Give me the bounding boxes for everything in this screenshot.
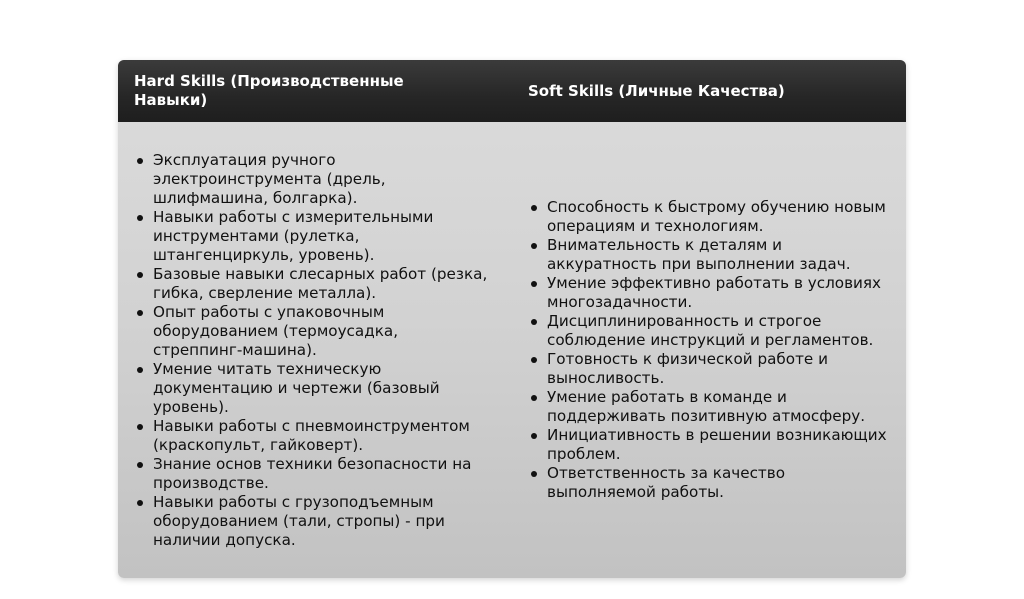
list-item: Дисциплинированность и строгое соблюдение инструкций и регламентов. — [528, 312, 888, 350]
list-item: Умение работать в команде и поддерживать позитивную атмосферу. — [528, 388, 888, 426]
list-item: Ответственность за качество выполняемой работы. — [528, 464, 888, 502]
table-body — [118, 122, 906, 578]
list-item: Инициативность в решении возникающих проблем. — [528, 426, 888, 464]
table-header — [118, 60, 906, 122]
list-item: Способность к быстрому обучению новым операциям и технологиям. — [528, 198, 888, 236]
list-item: Навыки работы с измерительными инструментами (рулетка, штангенциркуль, уровень). — [134, 208, 492, 265]
list-item: Знание основ техники безопасности на производстве. — [134, 455, 492, 493]
soft-skills-cell — [512, 122, 906, 578]
list-item: Опыт работы с упаковочным оборудованием (термоусадка, стреппинг-машина). — [134, 303, 492, 360]
hard-skills-header: Hard Skills (Производственные Навыки) — [134, 72, 404, 109]
list-item: Навыки работы с грузоподъемным оборудованием (тали, стропы) - при наличии допуска. — [134, 493, 492, 550]
hard-skills-cell — [118, 122, 512, 578]
soft-skills-list — [528, 198, 888, 502]
soft-skills-header: Soft Skills (Личные Качества) — [528, 81, 785, 100]
hard-skills-list — [134, 151, 492, 550]
list-item: Умение эффективно работать в условиях многозадачности. — [528, 274, 888, 312]
list-item: Готовность к физической работе и выносливость. — [528, 350, 888, 388]
list-item: Внимательность к деталям и аккуратность при выполнении задач. — [528, 236, 888, 274]
list-item: Навыки работы с пневмоинструментом (краскопульт, гайковерт). — [134, 417, 492, 455]
list-item: Умение читать техническую документацию и чертежи (базовый уровень). — [134, 360, 492, 417]
skills-table — [118, 60, 906, 578]
list-item: Эксплуатация ручного электроинструмента (дрель, шлифмашина, болгарка). — [134, 151, 492, 208]
list-item: Базовые навыки слесарных работ (резка, гибка, сверление металла). — [134, 265, 492, 303]
